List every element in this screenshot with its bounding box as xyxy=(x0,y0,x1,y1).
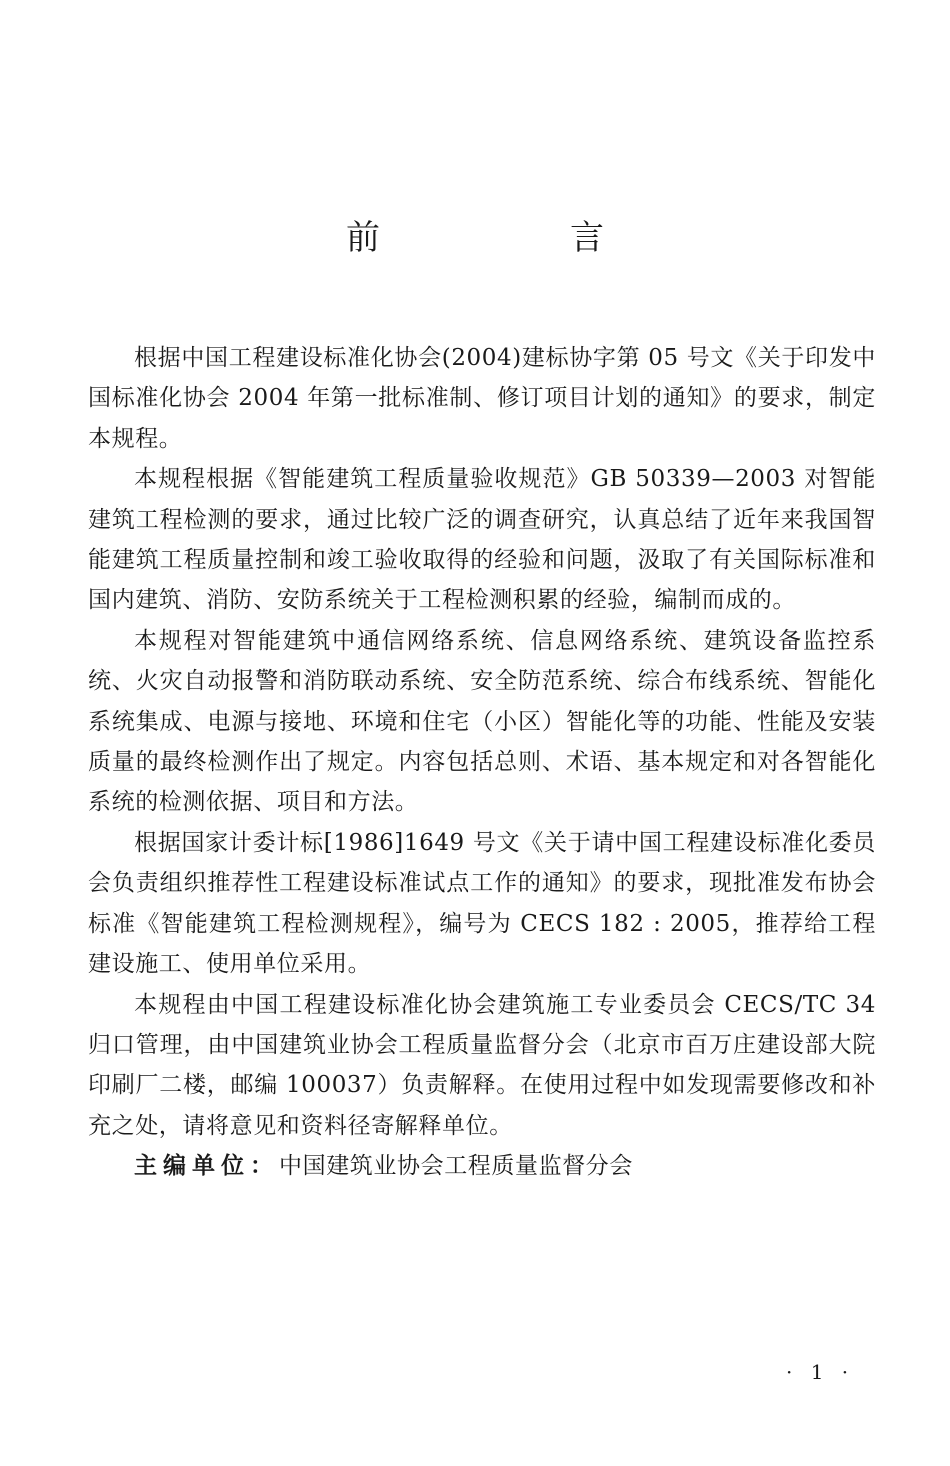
paragraph-5: 本规程由中国工程建设标准化协会建筑施工专业委员会 CECS/TC 34 归口管理，由中国建筑业协会工程质量监督分会（北京市百万庄建设部大院印刷厂二楼，邮编 100037）负责解释。在使用过程中如发现需要修改和补充之处，请将意见和资料径寄解释单位。 xyxy=(88,991,876,1139)
page-number: · 1 · xyxy=(786,1360,855,1384)
paragraph-3: 本规程对智能建筑中通信网络系统、信息网络系统、建筑设备监控系统、火灾自动报警和消防联动系统、安全防范系统、综合布线系统、智能化系统集成、电源与接地、环境和住宅（小区）智能化等的功能、性能及安装质量的最终检测作出了规定。内容包括总则、术语、基本规定和对各智能化系统的检测依据、项目和方法。 xyxy=(88,627,876,816)
chief-editor-label: 主编单位： xyxy=(134,1152,279,1180)
paragraph-2: 本规程根据《智能建筑工程质量验收规范》GB 50339—2003 对智能建筑工程检测的要求，通过比较广泛的调查研究，认真总结了近年来我国智能建筑工程质量控制和竣工验收取得的经验和问题，汲取了有关国际标准和国内建筑、消防、安防系统关于工程检测积累的经验，编制而成的。 xyxy=(88,466,876,614)
paragraph-1: 根据中国工程建设标准化协会(2004)建标协字第 05 号文《关于印发中国标准化协会 2004 年第一批标准制、修订项目计划的通知》的要求，制定本规程。 xyxy=(88,345,876,452)
page-title: 前 言 xyxy=(346,218,682,258)
preface-body xyxy=(88,338,876,1187)
paragraph-4: 根据国家计委计标[1986]1649 号文《关于请中国工程建设标准化委员会负责组织推荐性工程建设标准试点工作的通知》的要求，现批准发布协会标准《智能建筑工程检测规程》，编号为 CECS 182 : 2005，推荐给工程建设施工、使用单位采用。 xyxy=(88,829,876,978)
chief-editor-value: 中国建筑业协会工程质量监督分会 xyxy=(279,1153,633,1180)
chief-editor-line xyxy=(88,1146,876,1186)
